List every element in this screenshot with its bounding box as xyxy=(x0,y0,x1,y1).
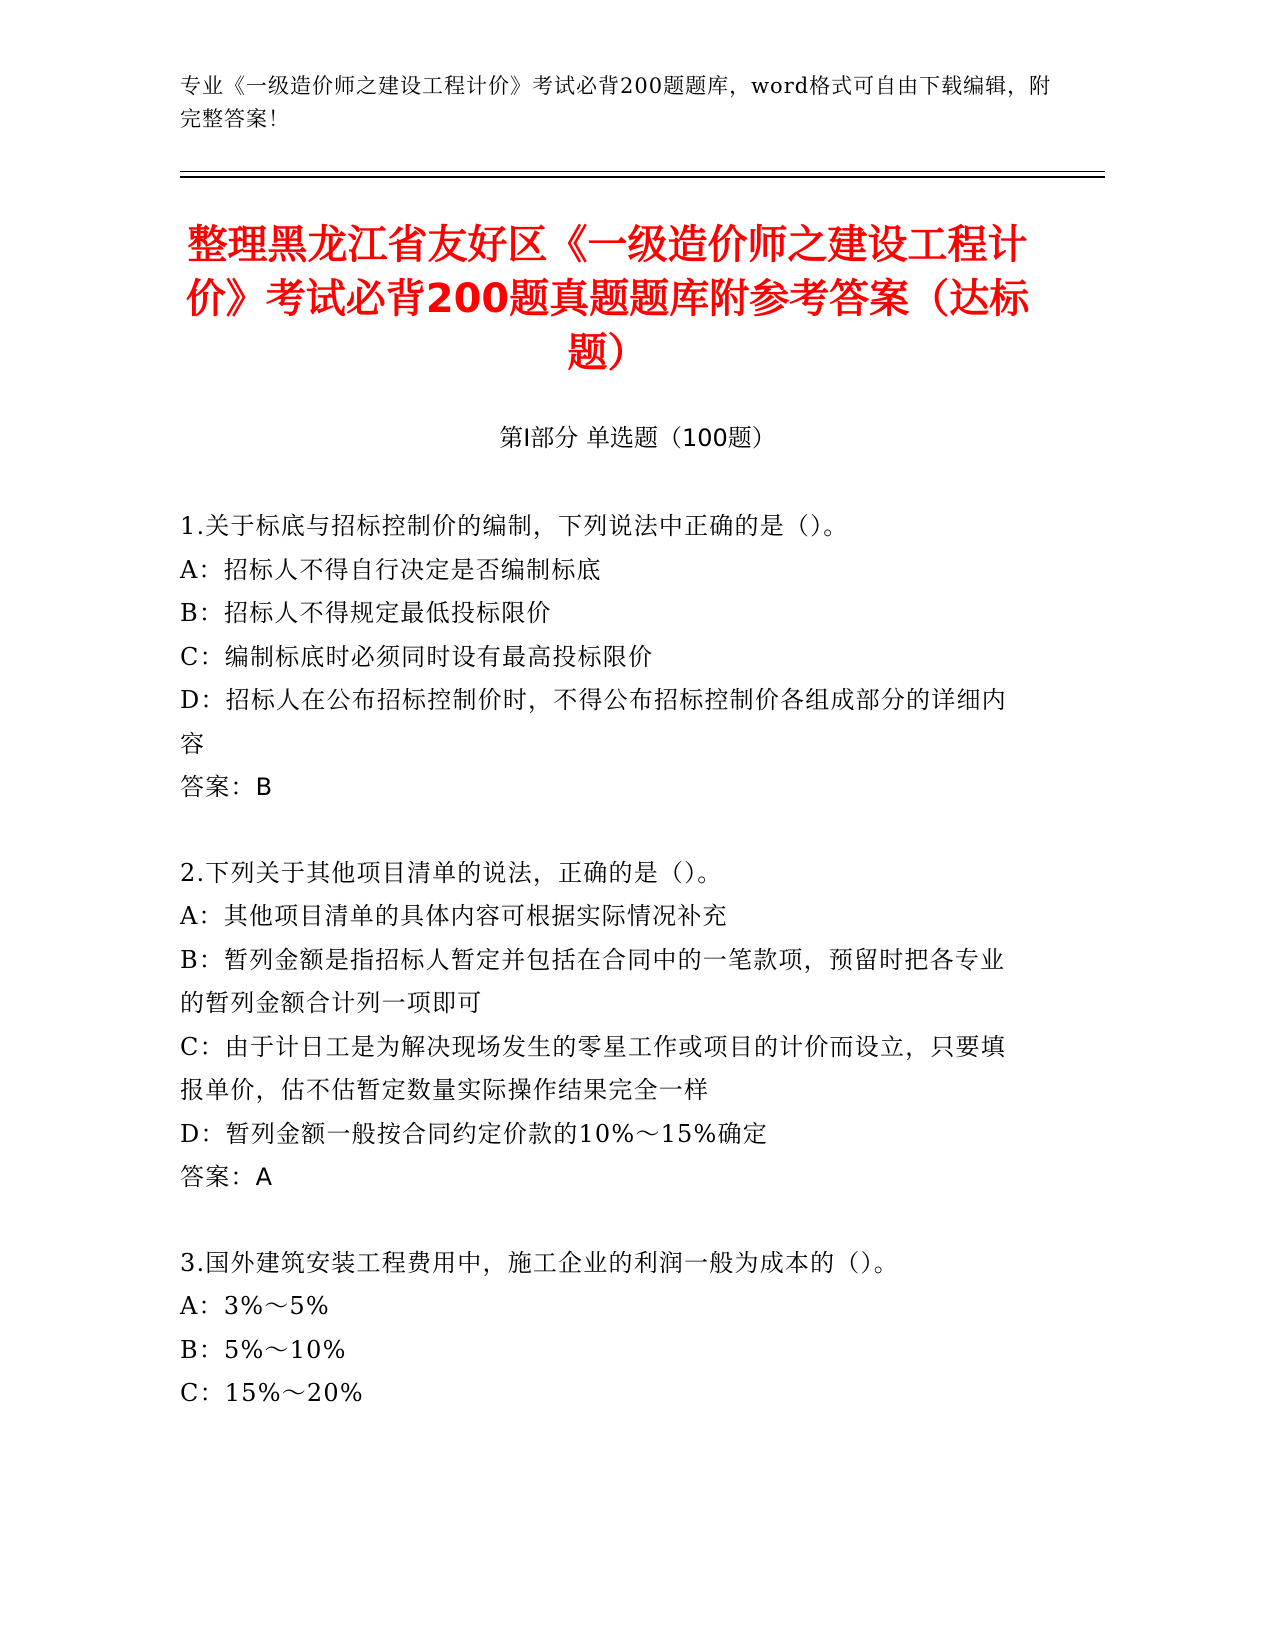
header-divider-thick xyxy=(180,176,1105,178)
option-a: A：招标人不得自行决定是否编制标底 xyxy=(180,555,602,584)
section-heading: 第I部分 单选题（100题） xyxy=(499,424,776,452)
option-c: C：由于计日工是为解决现场发生的零星工作或项目的计价而设立，只要填报单价，估不估暂定数量实际操作结果完全一样 xyxy=(180,1032,1006,1104)
question-item xyxy=(180,505,1030,810)
option-d: D：暂列金额一般按合同约定价款的10%～15%确定 xyxy=(180,1119,768,1148)
option-d: D：招标人在公布招标控制价时，不得公布招标控制价各组成部分的详细内容 xyxy=(180,686,1007,758)
option-c: C：编制标底时必须同时设有最高投标限价 xyxy=(180,642,654,671)
option-b: B：5%～10% xyxy=(180,1335,347,1364)
header-note: 专业《一级造价师之建设工程计价》考试必背200题题库，word格式可自由下载编辑，附完整答案！ xyxy=(180,74,1052,131)
question-stem: 3.国外建筑安装工程费用中，施工企业的利润一般为成本的（）。 xyxy=(180,1248,899,1277)
question-stem: 2.下列关于其他项目清单的说法，正确的是（）。 xyxy=(180,858,723,887)
answer-line: 答案：A xyxy=(180,1163,274,1191)
option-b: B：招标人不得规定最低投标限价 xyxy=(180,599,552,627)
question-stem: 1.关于标底与招标控制价的编制，下列说法中正确的是（）。 xyxy=(180,512,849,540)
header-divider-thin xyxy=(180,171,1105,172)
option-a: A：其他项目清单的具体内容可根据实际情况补充 xyxy=(180,902,728,930)
document-title: 整理黑龙江省友好区《一级造价师之建设工程计价》考试必背200题真题题库附参考答案（达标题） xyxy=(185,222,1030,376)
answer-line: 答案：B xyxy=(180,773,274,801)
option-b: B：暂列金额是指招标人暂定并包括在合同中的一笔款项，预留时把各专业的暂列金额合计列一项即可 xyxy=(180,945,1006,1017)
question-item xyxy=(180,1242,1030,1416)
question-item xyxy=(180,852,1030,1200)
option-a: A：3%～5% xyxy=(180,1292,330,1320)
option-c: C：15%～20% xyxy=(180,1379,364,1407)
question-list xyxy=(180,505,1030,1458)
